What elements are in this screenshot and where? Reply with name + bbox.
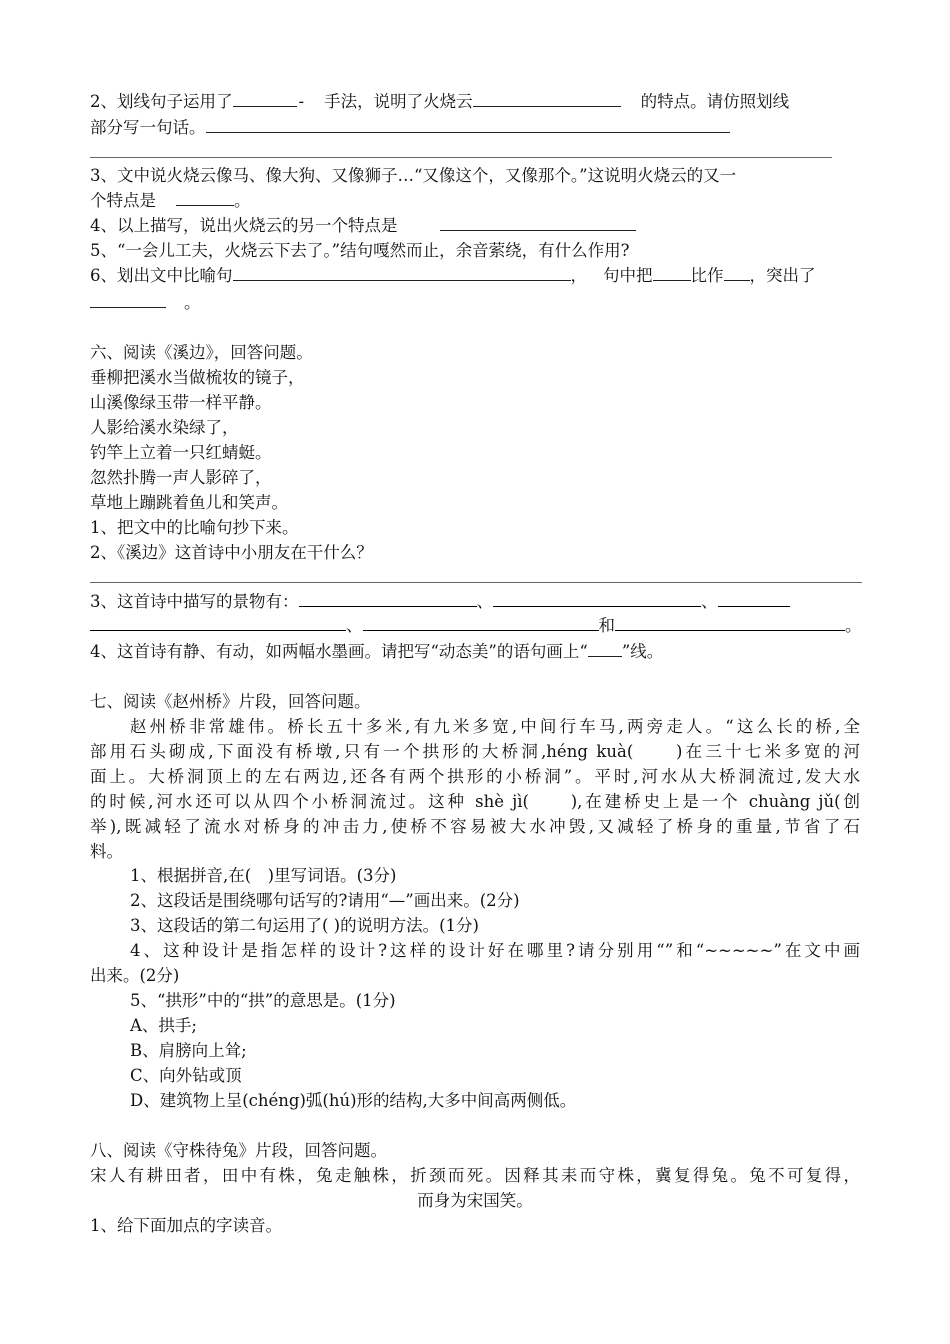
s6-q3-line2: 、 和 。 — [90, 614, 862, 638]
passage-line: 面上。大桥洞顶上的左右两边,还各有两个拱形的小桥洞”。平时,河水从大桥洞流过,发大水 — [90, 767, 860, 786]
answer-blank[interactable] — [363, 614, 599, 631]
answer-blank[interactable] — [588, 640, 622, 657]
passage-line: 赵州桥非常雄伟。桥长五十多米,有九米多宽,中间行车马,两旁走人。“这么长的桥,全 — [130, 717, 860, 736]
s7-q4: 4、这种设计是指怎样的设计?这样的设计好在哪里?请分别用“”和“~~~~~”在文中画 — [130, 941, 860, 960]
s6-q2: 2、《溪边》这首诗中小朋友在干什么？ — [90, 543, 373, 562]
s7-q5: 5、“拱形”中的“拱”的意思是。(1分) — [130, 991, 396, 1010]
s5-q3-line1: 3、文中说火烧云像马、像大狗、又像狮子…“又像这个，又像那个。”这说明火烧云的又一 — [90, 166, 737, 185]
answer-blank[interactable] — [653, 264, 691, 281]
option-a: A、拱手; — [130, 1016, 197, 1035]
option-b: B、肩膀向上耸; — [130, 1041, 247, 1060]
answer-blank[interactable] — [90, 291, 166, 308]
answer-blank[interactable] — [90, 614, 346, 631]
answer-blank[interactable] — [493, 590, 701, 607]
passage-line: 料。 — [90, 842, 123, 861]
answer-line[interactable] — [90, 582, 862, 583]
answer-blank[interactable] — [233, 264, 571, 281]
s8-q1: 1、给下面加点的字读音。 — [90, 1216, 282, 1235]
poem-line: 山溪像绿玉带一样平静。 — [90, 393, 272, 412]
classical-text-line: 而身为宋国笑。 — [417, 1191, 533, 1210]
s6-q1: 1、把文中的比喻句抄下来。 — [90, 518, 299, 537]
option-d: D、建筑物上呈(chéng)弧(hú)形的结构,大多中间高两侧低。 — [130, 1091, 577, 1110]
s7-q1: 1、根据拼音,在( )里写词语。(3分) — [130, 866, 397, 885]
section6-heading: 六、阅读《溪边》，回答问题。 — [90, 343, 313, 362]
s5-q6-line2: 。 — [90, 291, 201, 315]
answer-line[interactable] — [90, 157, 832, 158]
section8-heading: 八、阅读《守株待兔》片段，回答问题。 — [90, 1141, 387, 1160]
s5-q4: 4、以上描写，说出火烧云的另一个特点是 — [90, 214, 636, 238]
poem-line: 垂柳把溪水当做梳妆的镜子， — [90, 368, 305, 387]
answer-blank[interactable] — [724, 264, 750, 281]
answer-blank[interactable] — [176, 189, 234, 206]
classical-text-line: 宋人有耕田者，田中有株，兔走触株，折颈而死。因释其耒而守株，冀复得兔。兔不可复得， — [90, 1166, 860, 1185]
passage-line: 举),既减轻了流水对桥身的冲击力,使桥不容易被大水冲毁,又减轻了桥身的重量,节省了石 — [90, 817, 860, 836]
s5-q2-line2: 部分写一句话。 — [90, 116, 730, 140]
poem-line: 草地上蹦跳着鱼儿和笑声。 — [90, 493, 288, 512]
s6-q4: 4、这首诗有静、有动，如两幅水墨画。请把写“动态美”的语句画上“ ”线。 — [90, 642, 664, 661]
answer-blank[interactable] — [718, 590, 790, 607]
answer-blank[interactable] — [615, 614, 845, 631]
passage-line: 部用石头砌成,下面没有桥墩,只有一个拱形的大桥洞,héng kuà( )在三十七米多宽的河 — [90, 742, 860, 761]
answer-blank[interactable] — [206, 116, 730, 133]
answer-blank[interactable] — [440, 214, 636, 231]
s5-q2-line1: 2、划线句子运用了 - 手法，说明了火烧云 的特点。请仿照划线 — [90, 92, 790, 111]
s7-q4-cont: 出来。(2分) — [90, 966, 180, 985]
s7-q3: 3、这段话的第二句运用了( )的说明方法。(1分) — [130, 916, 479, 935]
answer-blank[interactable] — [233, 90, 297, 107]
answer-blank[interactable] — [299, 590, 477, 607]
s5-q5: 5、“一会儿工夫，火烧云下去了。”结句嘎然而止，余音萦绕，有什么作用? — [90, 241, 630, 260]
poem-line: 钓竿上立着一只红蜻蜓。 — [90, 443, 272, 462]
option-c: C、向外钻或顶 — [130, 1066, 242, 1085]
poem-line: 人影给溪水染绿了， — [90, 418, 239, 437]
s5-q3-line2: 个特点是 。 — [90, 191, 251, 210]
s7-q2: 2、这段话是围绕哪句话写的?请用“—”画出来。(2分) — [130, 891, 520, 910]
poem-line: 忽然扑腾一声人影碎了， — [90, 468, 272, 487]
section7-heading: 七、阅读《赵州桥》片段，回答问题。 — [90, 692, 371, 711]
s5-q6-line1: 6、划出文中比喻句 ， 句中把 比作 ，突出了 — [90, 266, 816, 285]
passage-line: 的时候,河水还可以从四个小桥洞流过。这种 shè jì( ),在建桥史上是一个 chuàng jǔ(创 — [90, 792, 860, 811]
answer-blank[interactable] — [473, 90, 621, 107]
s6-q3-line1: 3、这首诗中描写的景物有： 、 、 — [90, 590, 790, 614]
